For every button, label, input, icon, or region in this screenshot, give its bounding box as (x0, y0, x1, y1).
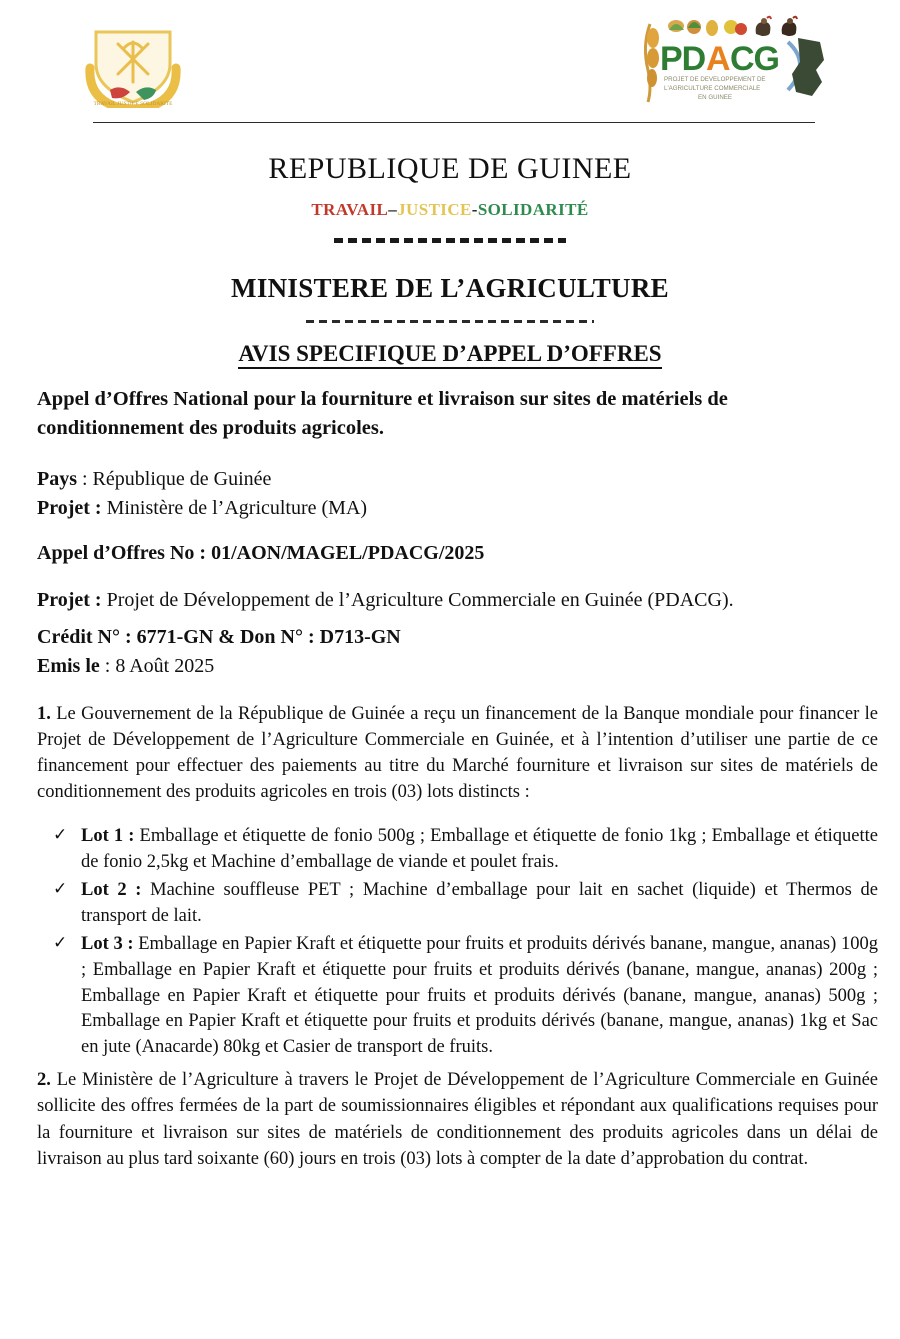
paragraph-1-text: Le Gouvernement de la République de Guinée a reçu un financement de la Banque mondiale pour financer le Projet de Développement de l’Agriculture Commerciale en Guinée, et à l’intention d’utiliser une partie de ce financement pour effectuer des paiements au titre du Marché fourniture et livraison sur sites de matériels de conditionnement des produits agricoles en trois (03) lots distincts : (37, 703, 878, 803)
field-projet-full-value: Projet de Développement de l’Agriculture Commerciale en Guinée (PDACG). (101, 588, 734, 611)
svg-text:EN GUINEE: EN GUINEE (698, 94, 733, 101)
check-icon: ✓ (53, 878, 68, 899)
motto-justice: JUSTICE (397, 200, 472, 219)
header-horizontal-rule (93, 122, 815, 123)
motto-travail: TRAVAIL (311, 200, 389, 219)
field-projet-full-label: Projet : (37, 588, 102, 611)
notice-heading-text: AVIS SPECIFIQUE D’APPEL D’OFFRES (238, 341, 661, 369)
guinea-map-shape (792, 38, 824, 96)
produce-icons-row (668, 17, 797, 36)
list-item (53, 932, 878, 1061)
guinea-coat-of-arms-emblem (74, 16, 192, 108)
field-projet-full (37, 586, 878, 615)
field-emis-le (37, 652, 878, 681)
lots-list (37, 824, 878, 1061)
lot-text: Emballage et étiquette de fonio 500g ; Emballage et étiquette de fonio 1kg ; Emballage et étiquette de fonio 2,5kg et Machine d’emballage de viande et poulet frais. (81, 826, 878, 873)
page-title: REPUBLIQUE DE GUINEE (268, 152, 632, 185)
check-icon: ✓ (53, 932, 68, 953)
field-projet-value: Ministère de l’Agriculture (MA) (101, 497, 368, 520)
ministry-title: MINISTERE DE L’AGRICULTURE (231, 273, 669, 303)
svg-text:PD: PD (660, 40, 706, 78)
letterhead (0, 0, 900, 107)
tender-field-block (37, 465, 878, 523)
field-projet-label: Projet : (37, 497, 102, 520)
field-projet (37, 494, 878, 523)
check-icon: ✓ (53, 825, 68, 846)
paragraph-1 (37, 701, 878, 806)
field-emis-le-value: : 8 Août 2025 (99, 654, 215, 677)
svg-text:TRAVAIL JUSTICE SOLIDARITE: TRAVAIL JUSTICE SOLIDARITE (93, 101, 173, 107)
pdacg-project-logo (636, 12, 836, 108)
field-pays-value: : République de Guinée (77, 468, 272, 491)
lot-text: Emballage en Papier Kraft et étiquette pour fruits et produits dérivés banane, mangue, ananas) 100g ; Emballage en Papier Kraft et étiquette pour fruits et produits dérivés (banane, mangue, ananas) 200g ; Emballage en Papier Kraft et étiquette pour fruits et produits dérivés (banane, mangue, ananas) 500g ; Emballage en Papier Kraft et étiquette pour fruits et produits dérivés (banane, mangue, ananas) 1kg et Sac en jute (Anacarde) 80kg et Casier de transport de fruits. (81, 933, 878, 1058)
motto-dash-1: – (388, 200, 398, 219)
notice-heading (0, 323, 900, 367)
lot-label: Lot 2 : (81, 879, 142, 900)
lot-text: Machine souffleuse PET ; Machine d’emballage pour lait en sachet (liquide) et Thermos de transport de lait. (81, 879, 878, 926)
field-pays (37, 465, 878, 494)
lot-label: Lot 1 : (81, 826, 135, 847)
paragraph-2 (37, 1067, 878, 1172)
list-item (53, 878, 878, 930)
paragraph-2-number: 2. (37, 1070, 51, 1091)
paragraph-2-text: Le Ministère de l’Agriculture à travers le Projet de Développement de l’Agriculture Commerciale en Guinée sollicite des offres fermées de la part de soumissionnaires éligibles et répondant aux qualifications requises pour la fourniture et livraison sur sites de matériels de conditionnement des produits agricoles dans un délai de livraison au plus tard soixante (60) jours en trois (03) lots à compter de la date d’approbation du contrat. (37, 1070, 878, 1169)
field-pays-label: Pays (37, 468, 77, 491)
field-appel-offres-no: Appel d’Offres No : 01/AON/MAGEL/PDACG/2025 (37, 541, 485, 564)
document-body (0, 385, 900, 1172)
tender-lead-title: Appel d’Offres National pour la fourniture et livraison sur sites de matériels de conditionnement des produits agricoles. (37, 388, 728, 440)
svg-text:A: A (706, 40, 730, 78)
field-credit-don: Crédit N° : 6771-GN & Don N° : D713-GN (37, 625, 401, 648)
list-item (53, 824, 878, 876)
svg-text:CG: CG (730, 40, 779, 78)
motto-dash-2: - (471, 200, 478, 219)
paragraph-1-number: 1. (37, 703, 51, 724)
national-motto (0, 186, 900, 220)
lot-label: Lot 3 : (81, 933, 134, 954)
maize-stalk-icon (645, 24, 659, 102)
svg-text:L'AGRICULTURE COMMERCIALE: L'AGRICULTURE COMMERCIALE (664, 85, 761, 92)
svg-text:PROJET DE DEVELOPPEMENT DE: PROJET DE DEVELOPPEMENT DE (664, 76, 766, 83)
motto-solidarite: SOLIDARITÉ (477, 200, 589, 219)
field-emis-le-label: Emis le (37, 654, 100, 677)
